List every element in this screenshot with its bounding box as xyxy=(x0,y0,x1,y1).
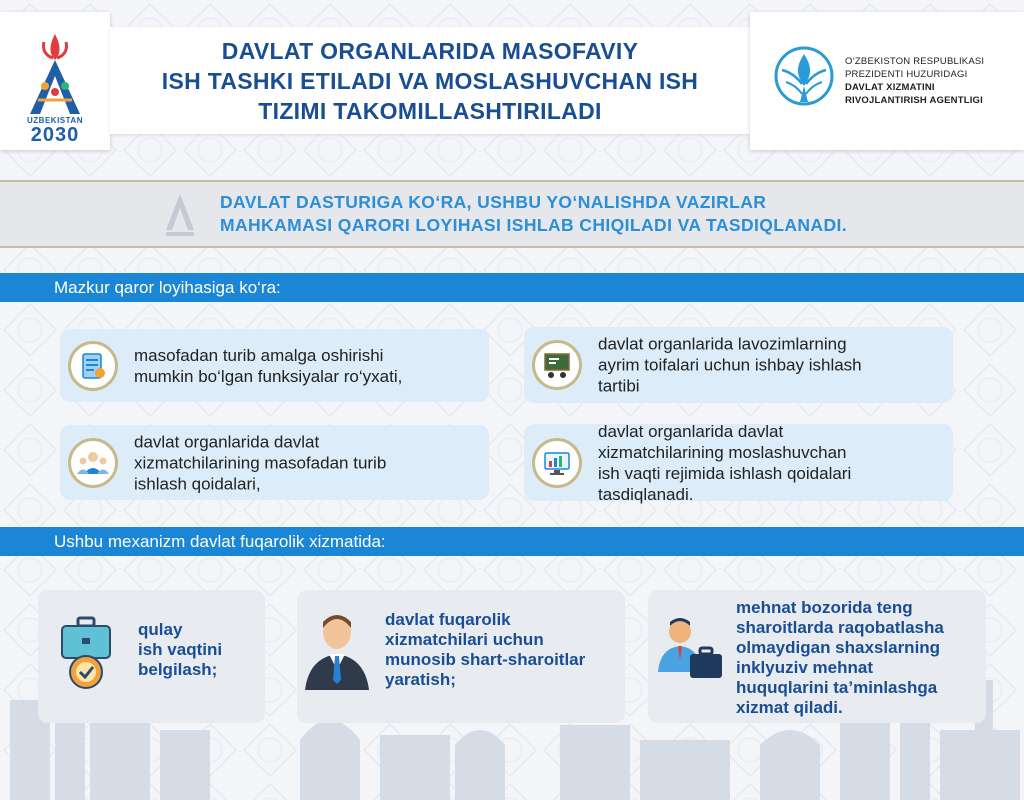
item-line: ish vaqtini xyxy=(138,640,223,659)
uzbekistan-2030-emblem-icon xyxy=(20,30,90,116)
item-line: sharoitlarda raqobatlasha xyxy=(736,618,944,637)
item-line: davlat organlarida davlat xyxy=(134,432,320,451)
list-item xyxy=(60,425,489,500)
item-line: mumkin bo‘lgan funksiyalar ro‘yxati, xyxy=(134,366,403,386)
list-item xyxy=(60,329,489,402)
item-line: ish vaqti rejimida ishlash qoidalari xyxy=(598,463,852,483)
document-list-icon xyxy=(68,341,118,391)
title-line-1: DAVLAT ORGANLARIDA MASOFAVIY xyxy=(221,37,639,64)
logo-year-label: 2030 xyxy=(30,124,80,146)
item-line: xizmatchilarining masofadan turib xyxy=(134,453,387,472)
item-line: munosib shart-sharoitlar xyxy=(385,650,586,669)
item-line: mehnat bozorida teng xyxy=(736,598,913,617)
list-item xyxy=(524,421,953,504)
faint-2030-emblem-icon xyxy=(160,190,200,238)
item-line: inklyuziv mehnat xyxy=(736,658,873,677)
worker-briefcase-icon xyxy=(654,616,726,684)
item-line: olmaydigan shaxslarning xyxy=(736,638,941,657)
list-item xyxy=(297,590,625,723)
item-line: yaratish; xyxy=(385,670,456,689)
list-item xyxy=(524,327,953,403)
banner-line-2: MAHKAMASI QARORI LOYIHASI ISHLAB CHIQILADI VA TASDIQLANADI. xyxy=(220,215,848,235)
humo-bird-emblem-icon xyxy=(772,42,836,114)
agency-line-3: DAVLAT XIZMATINI xyxy=(845,82,935,93)
agency-line-2: PREZIDENTI HUZURIDAGI xyxy=(845,69,968,80)
highlight-banner xyxy=(0,180,1024,248)
item-line: davlat fuqarolik xyxy=(385,610,511,629)
businessman-icon xyxy=(303,610,371,690)
section-heading-2: Ushbu mexanizm davlat fuqarolik xizmatida: xyxy=(0,527,1024,556)
item-line: xizmatchilarining moslashuvchan xyxy=(598,442,847,462)
item-line: tartibi xyxy=(598,376,640,396)
title-line-3: TIZIMI TAKOMILLASHTIRILADI xyxy=(258,97,602,124)
banner-line-1: DAVLAT DASTURIGA KO‘RA, USHBU YO‘NALISHDA VAZIRLAR xyxy=(220,192,767,212)
item-line: ayrim toifalari uchun ishbay ishlash xyxy=(598,355,862,375)
item-line: belgilash; xyxy=(138,660,218,679)
item-line: xizmat qiladi. xyxy=(736,698,843,717)
computer-chart-icon xyxy=(532,438,582,488)
uzbekistan-2030-logo xyxy=(0,12,110,150)
item-line: xizmatchilari uchun xyxy=(385,630,544,649)
briefcase-clock-icon xyxy=(58,616,114,692)
section-heading-1: Mazkur qaror loyihasiga ko‘ra: xyxy=(0,273,1024,302)
agency-logo xyxy=(750,12,1024,150)
item-line: tasdiqlanadi. xyxy=(598,484,694,504)
page-title xyxy=(110,27,750,134)
list-item xyxy=(648,590,986,723)
item-line: ishlash qoidalari, xyxy=(134,474,261,493)
presentation-board-icon xyxy=(532,340,582,390)
item-line: davlat organlarida lavozimlarning xyxy=(598,334,847,354)
item-line: huquqlarini ta’minlashga xyxy=(736,678,938,697)
item-line: qulay xyxy=(138,620,183,639)
item-line: davlat organlarida davlat xyxy=(598,421,784,441)
team-icon xyxy=(68,438,118,488)
agency-line-4: RIVOJLANTIRISH AGENTLIGI xyxy=(845,95,983,106)
title-line-2: ISH TASHKI ETILADI VA MOSLASHUVCHAN ISH xyxy=(161,67,699,94)
list-item xyxy=(38,590,265,723)
agency-line-1: O‘ZBEKISTON RESPUBLIKASI xyxy=(845,56,985,67)
item-line: masofadan turib amalga oshirishi xyxy=(134,345,384,365)
logo-country-label: UZBEKISTAN xyxy=(27,116,83,125)
